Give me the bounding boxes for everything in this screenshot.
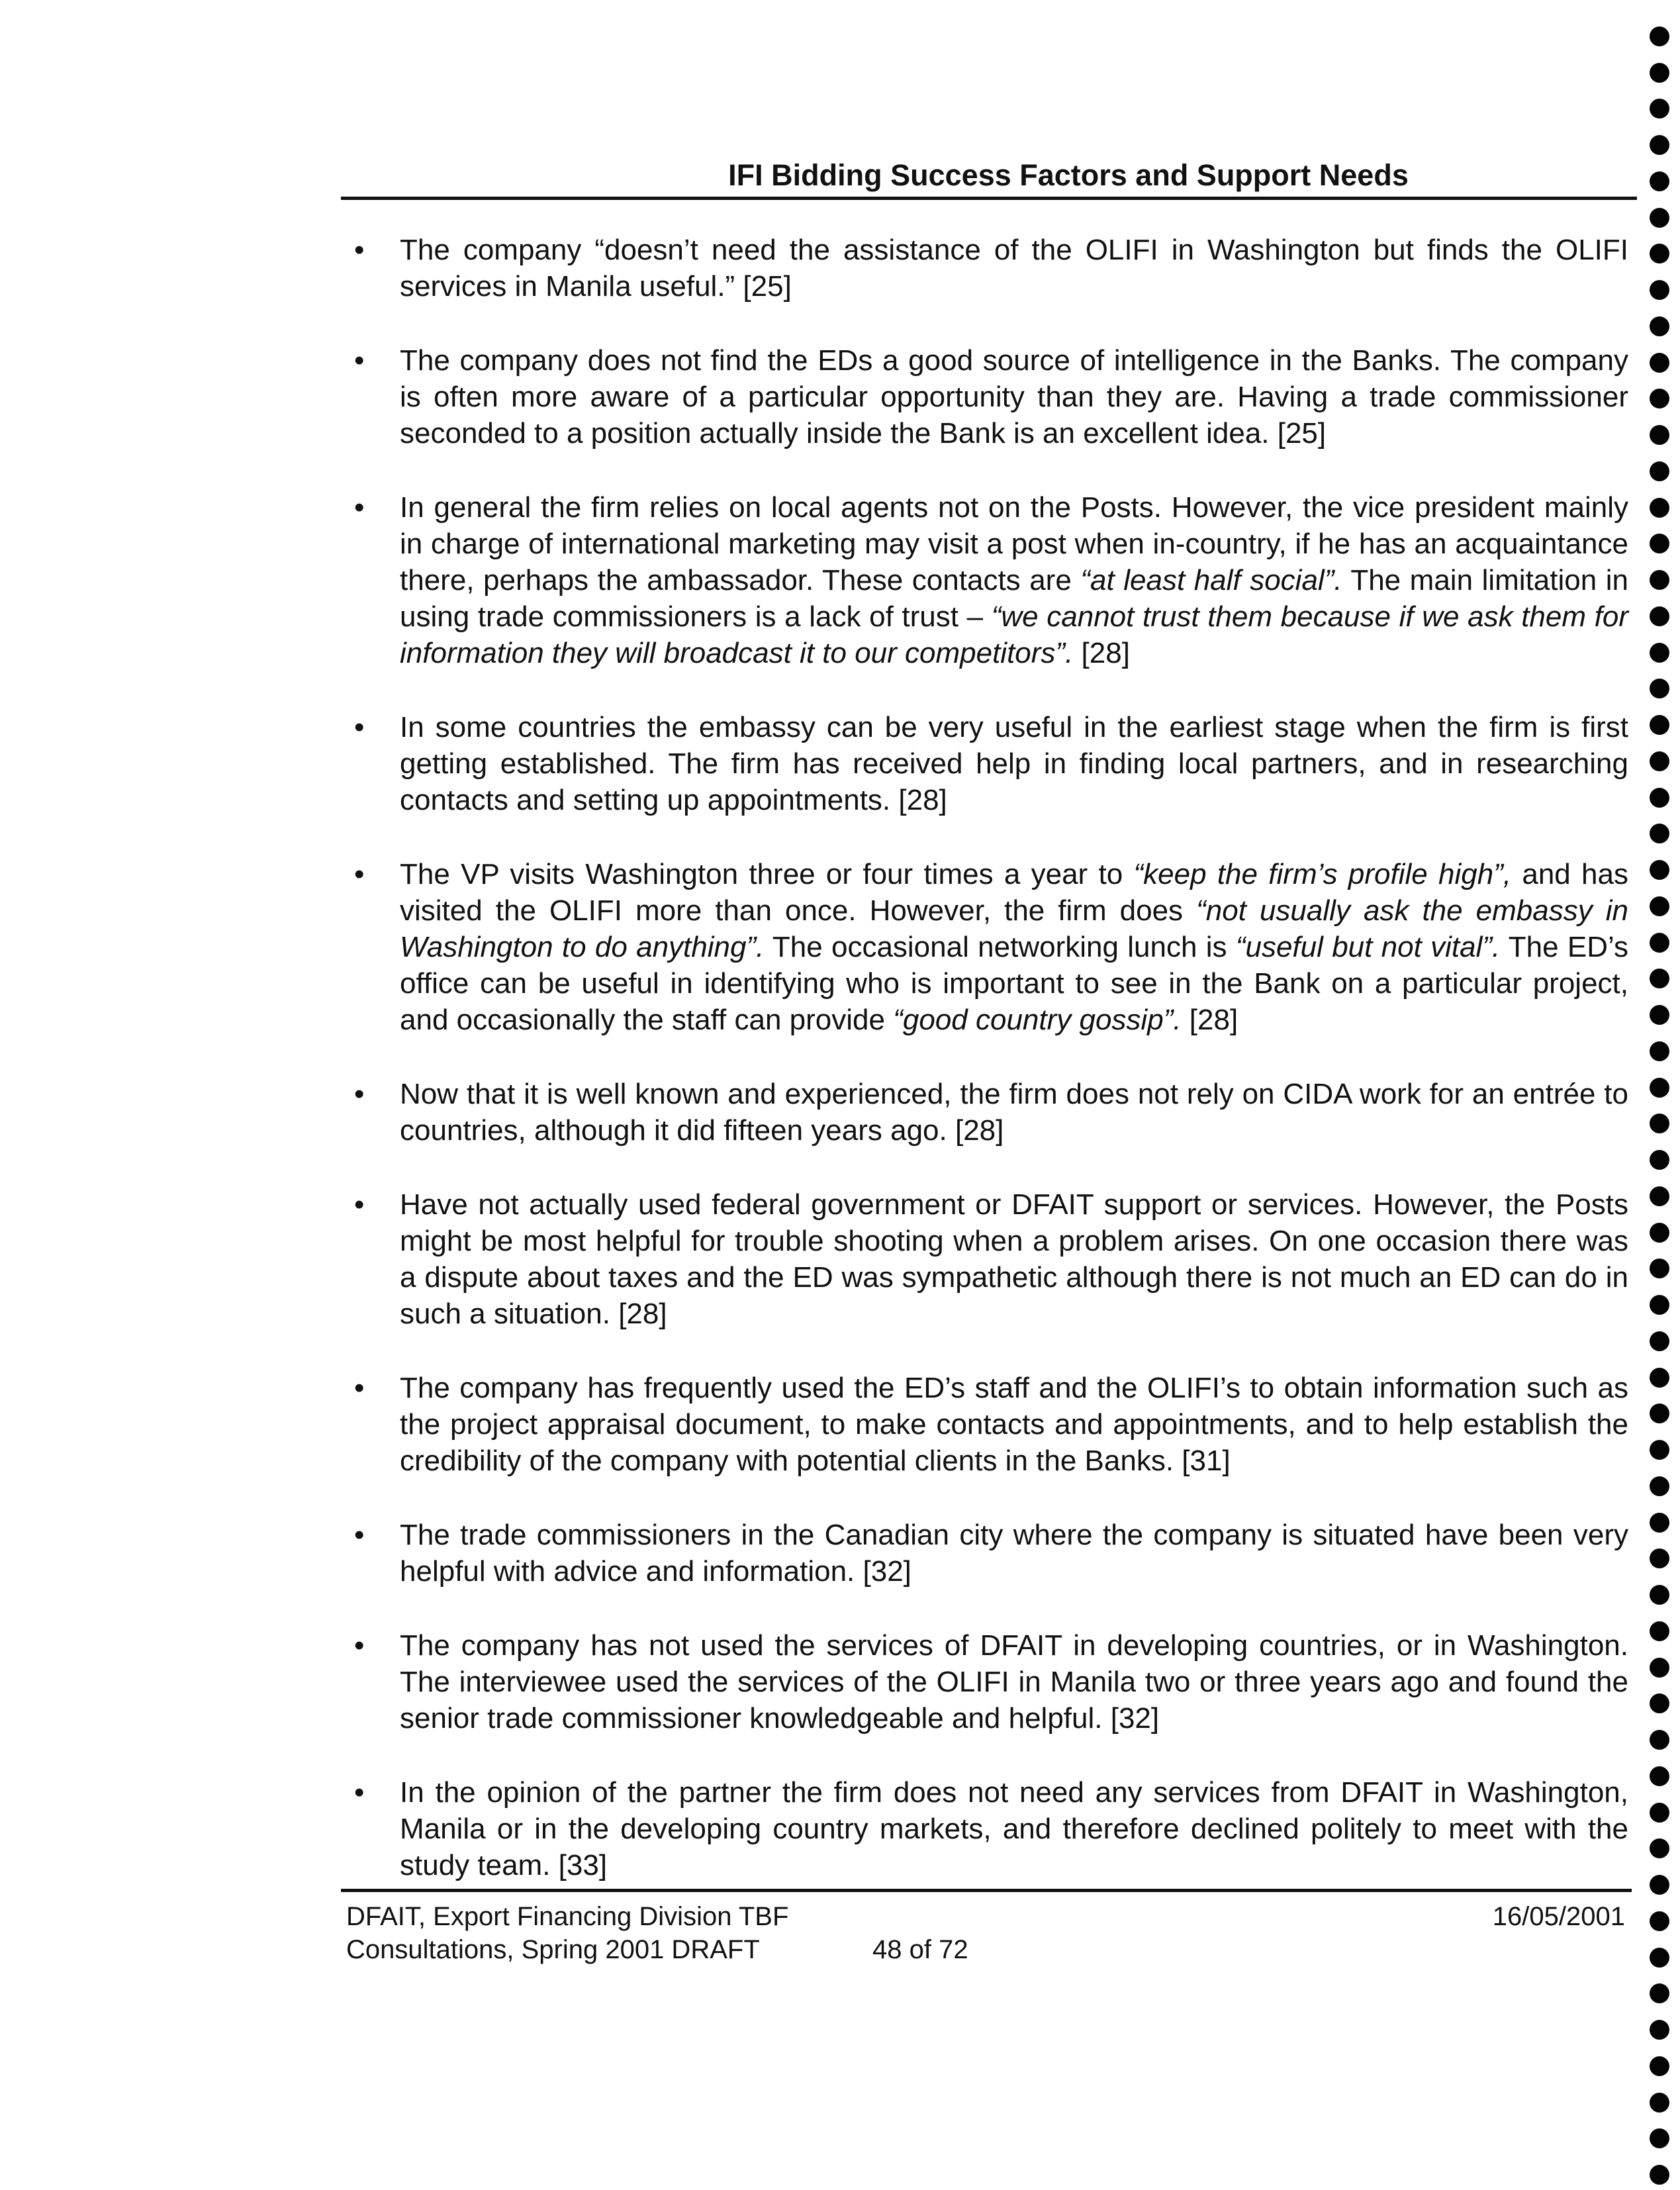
- binding-hole-icon: [1650, 643, 1669, 663]
- footer-date: 16/05/2001: [1492, 1902, 1625, 1931]
- binding-hole-icon: [1650, 1041, 1669, 1061]
- binding-hole-icon: [1650, 534, 1669, 553]
- list-item-text: The company has not used the services of DFAIT in developing countries, or in Washington. The interviewee used the services of the OLIFI in Manila two or three years ago and found the senior trade commissioner knowledgeable and helpful. [32]: [400, 1629, 1628, 1735]
- list-item-text: The company “doesn’t need the assistance of the OLIFI in Washington but finds the OLIFI services in Manila useful.” [25]: [400, 234, 1628, 303]
- binding-hole-icon: [1650, 860, 1669, 880]
- binding-hole-icon: [1650, 1223, 1669, 1243]
- text-segment: The main limitation in using trade commissioners is a lack of trust –: [400, 564, 1628, 633]
- binding-hole-icon: [1650, 1730, 1669, 1750]
- page-title: IFI Bidding Success Factors and Support Needs: [728, 158, 1409, 192]
- binding-hole-icon: [1650, 896, 1669, 916]
- text-segment: The VP visits Washington three or four times a year to: [400, 858, 1134, 890]
- binding-hole-icon: [1650, 135, 1669, 155]
- binding-hole-icon: [1650, 1150, 1669, 1170]
- binding-hole-icon: [1650, 1875, 1669, 1895]
- binding-hole-icon: [1650, 280, 1669, 300]
- binding-hole-icon: [1650, 1005, 1669, 1025]
- binding-hole-icon: [1650, 2093, 1669, 2113]
- quote-text: “at least half social”.: [1080, 564, 1342, 596]
- binding-hole-icon: [1650, 1693, 1669, 1713]
- list-item-text: Now that it is well known and experienced, the firm does not rely on CIDA work for an entrée to countries, although it did fifteen years ago. [28]: [400, 1078, 1628, 1147]
- list-item-text: In some countries the embassy can be very useful in the earliest stage when the firm is first getting established. The firm has received help in finding local partners, and in researching contacts and setting up appointments. [28]: [400, 711, 1628, 816]
- binding-hole-icon: [1650, 933, 1669, 953]
- binding-hole-icon: [1650, 1186, 1669, 1206]
- binding-hole-icon: [1650, 63, 1669, 83]
- quote-text: “we cannot trust them because if we ask them for information they will broadcast it to our competitors”.: [400, 600, 1628, 669]
- binding-hole-icon: [1650, 2056, 1669, 2076]
- quote-text: “useful but not vital”.: [1235, 931, 1501, 963]
- list-item: [354, 1774, 1628, 1883]
- binding-hole-icon: [1650, 1548, 1669, 1568]
- bullet-icon: •: [354, 234, 365, 266]
- binding-hole-icon: [1650, 461, 1669, 481]
- binding-hole-icon: [1650, 824, 1669, 843]
- binding-hole-icon: [1650, 498, 1669, 518]
- binding-hole-icon: [1650, 2165, 1669, 2185]
- binding-hole-icon: [1650, 425, 1669, 445]
- binding-hole-icon: [1650, 171, 1669, 191]
- binding-hole-icon: [1650, 570, 1669, 590]
- text-segment: The ED’s office can be useful in identifying who is important to see in the Bank on a particular project, and occasionally the staff can provide: [400, 931, 1628, 1036]
- list-item: [354, 342, 1628, 452]
- list-item-text: In the opinion of the partner the firm does not need any services from DFAIT in Washington, Manila or in the developing country markets, and therefore declined politely to meet with the study team. [33]: [400, 1776, 1628, 1881]
- text-segment: The occasional networking lunch is: [764, 931, 1236, 963]
- footer-line-2: Consultations, Spring 2001 DRAFT: [346, 1935, 760, 1964]
- binding-hole-icon: [1650, 1585, 1669, 1605]
- binding-hole-icon: [1650, 208, 1669, 228]
- binding-hole-icon: [1650, 1440, 1669, 1460]
- list-item: [354, 856, 1628, 1038]
- bullet-icon: •: [354, 1519, 365, 1551]
- binding-hole-icon: [1650, 1331, 1669, 1351]
- binding-hole-icon: [1650, 244, 1669, 263]
- list-item-text: [400, 489, 1628, 671]
- footer-source: [346, 1900, 788, 1966]
- binding-hole-icon: [1650, 99, 1669, 119]
- binding-hole-icon: [1650, 1803, 1669, 1823]
- binding-hole-icon: [1650, 389, 1669, 408]
- bullet-icon: •: [354, 1372, 365, 1404]
- text-segment: [28]: [1073, 637, 1130, 669]
- binding-hole-icon: [1650, 1368, 1669, 1388]
- binding-hole-icon: [1650, 1948, 1669, 1968]
- quote-text: “keep the firm’s profile high”,: [1133, 858, 1512, 890]
- quote-text: “not usually ask the embassy in Washington to do anything”.: [400, 894, 1629, 963]
- footer-line-1: DFAIT, Export Financing Division TBF: [346, 1902, 789, 1931]
- binding-hole-icon: [1650, 751, 1669, 771]
- bullet-icon: •: [354, 1078, 365, 1110]
- binding-hole-icon: [1650, 353, 1669, 373]
- binding-hole-icon: [1650, 679, 1669, 698]
- binding-hole-icon: [1650, 2128, 1669, 2148]
- list-item: [354, 489, 1628, 671]
- binding-hole-icon: [1650, 1838, 1669, 1858]
- page-footer: [341, 1889, 1632, 1964]
- binding-hole-icon: [1650, 969, 1669, 988]
- binding-hole-icon: [1650, 715, 1669, 735]
- bullet-icon: •: [354, 858, 365, 890]
- binding-hole-icon: [1650, 1295, 1669, 1315]
- bullet-icon: •: [354, 344, 365, 377]
- list-item: [354, 1186, 1628, 1332]
- bullet-icon: •: [354, 711, 365, 743]
- bullet-icon: •: [354, 1776, 365, 1809]
- page-number: 48 of 72: [872, 1935, 968, 1964]
- list-item: [354, 1370, 1628, 1479]
- binding-hole-icon: [1650, 2020, 1669, 2040]
- list-item-text: The company does not find the EDs a good source of intelligence in the Banks. The company is often more aware of a particular opportunity than they are. Having a trade commissioner seconded to a position actually inside the Bank is an excellent idea. [25]: [400, 344, 1628, 450]
- binding-hole-icon: [1650, 1658, 1669, 1678]
- page-header: [341, 157, 1637, 200]
- list-item: [354, 1076, 1628, 1149]
- bullet-icon: •: [354, 1629, 365, 1662]
- list-item: [354, 1627, 1628, 1737]
- binding-hole-icon: [1650, 788, 1669, 808]
- text-segment: [28]: [1181, 1004, 1238, 1036]
- binding-hole-icon: [1650, 1911, 1669, 1931]
- list-item-text: The trade commissioners in the Canadian city where the company is situated have been very helpful with advice and information. [32]: [400, 1519, 1628, 1588]
- text-segment: and has visited the OLIFI more than once. However, the firm does: [400, 858, 1628, 927]
- list-item-text: Have not actually used federal government or DFAIT support or services. However, the Posts might be most helpful for trouble shooting when a problem arises. On one occasion there was a dispute about taxes and the ED was sympathetic although there is not much an ED can do in such a situation. [28]: [400, 1188, 1628, 1330]
- bullet-list: [354, 232, 1628, 1921]
- spiral-binding: [1646, 0, 1680, 2190]
- binding-hole-icon: [1650, 1114, 1669, 1133]
- binding-hole-icon: [1650, 1621, 1669, 1641]
- list-item: [354, 232, 1628, 305]
- bullet-icon: •: [354, 491, 365, 524]
- text-segment: In general the firm relies on local agents not on the Posts. However, the vice president mainly in charge of international marketing may visit a post when in-country, if he has an acquaintance there, perhaps the ambassador. These contacts are: [400, 491, 1628, 596]
- list-item-text: [400, 856, 1628, 1038]
- list-item-text: The company has frequently used the ED’s staff and the OLIFI’s to obtain information such as the project appraisal document, to make contacts and appointments, and to help establish the credibility of the company with potential clients in the Banks. [31]: [400, 1372, 1628, 1477]
- binding-hole-icon: [1650, 316, 1669, 336]
- binding-hole-icon: [1650, 606, 1669, 626]
- binding-hole-icon: [1650, 1513, 1669, 1533]
- binding-hole-icon: [1650, 1476, 1669, 1496]
- binding-hole-icon: [1650, 26, 1669, 46]
- binding-hole-icon: [1650, 1404, 1669, 1423]
- list-item: [354, 709, 1628, 818]
- list-item: [354, 1517, 1628, 1590]
- bullet-icon: •: [354, 1188, 365, 1221]
- binding-hole-icon: [1650, 1766, 1669, 1786]
- quote-text: “good country gossip”.: [893, 1004, 1182, 1036]
- binding-hole-icon: [1650, 1259, 1669, 1278]
- binding-hole-icon: [1650, 1983, 1669, 2003]
- binding-hole-icon: [1650, 1078, 1669, 1098]
